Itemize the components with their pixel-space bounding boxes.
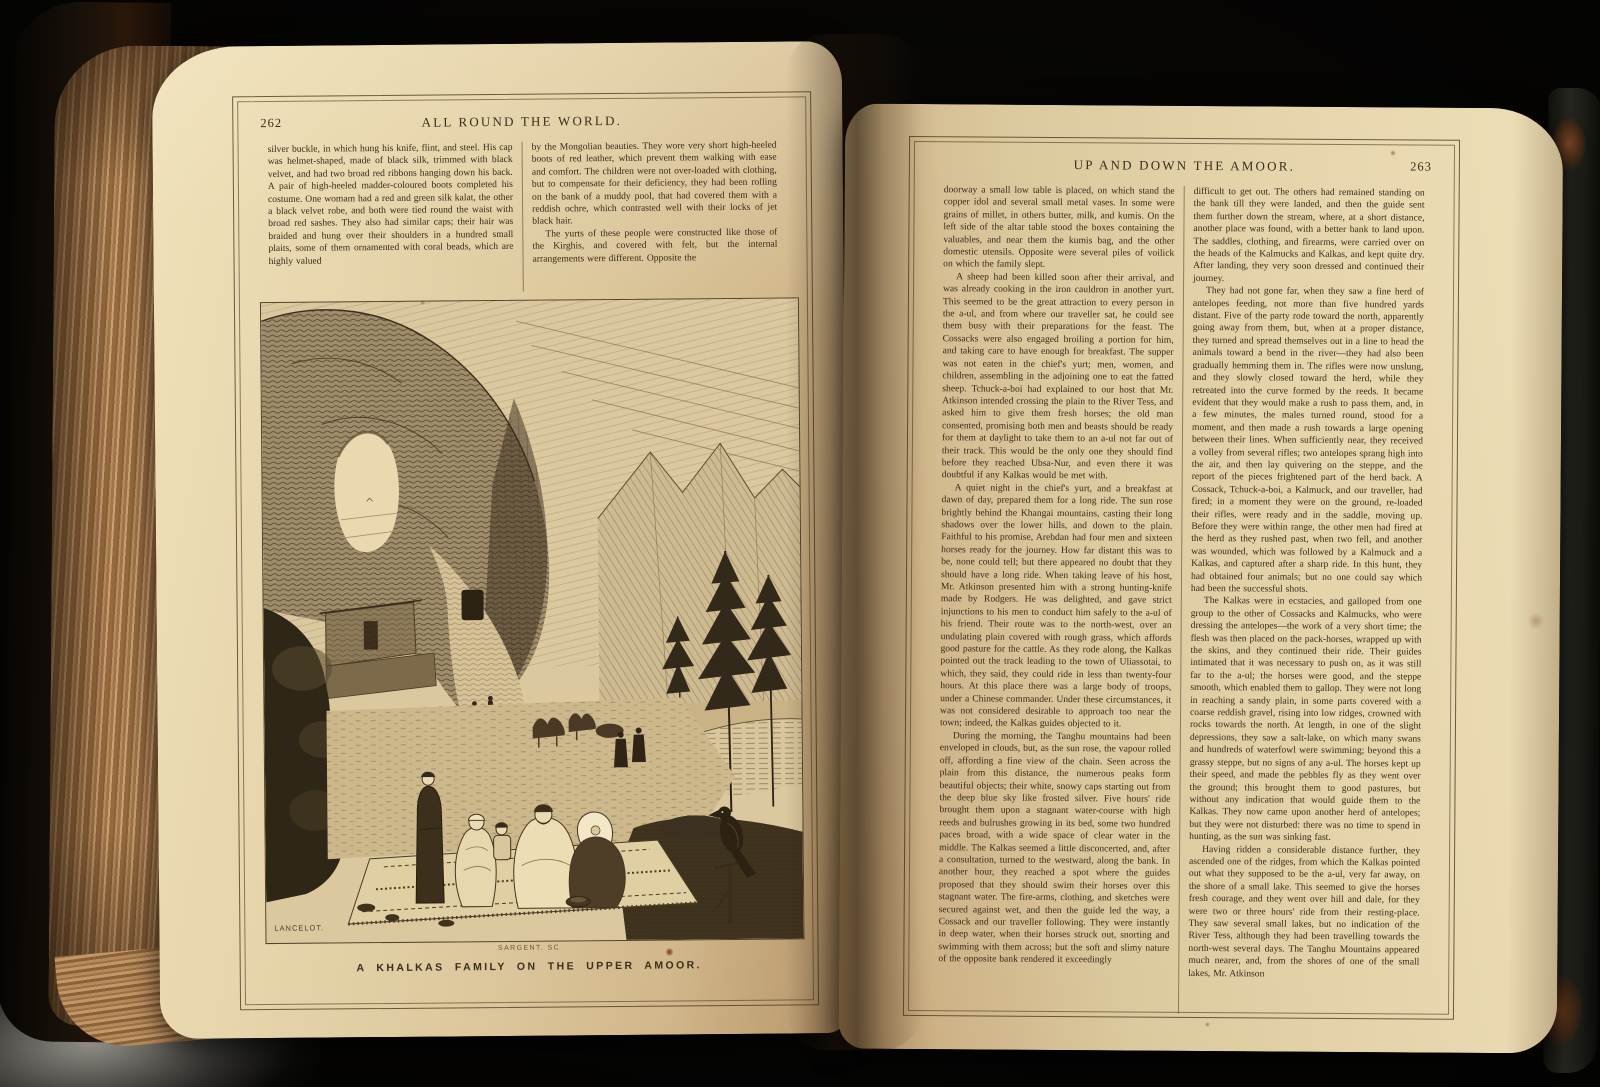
paragraph: The Kalkas were in ecstacies, and galloped from one group to the other of Cossacks and Kalmucks, who were dressing the antelopes—the work of a very short time; the flesh was then placed on the pack-horses, wrapped up with the skins, and they continued their ride. Their guides intimated that it was necessary to push on, as it was still far to the a-ul; the horses were good, and the steppe smooth, which enabled them to gallop. They were not long in reaching a sandy plain, in some parts covered with a coarse reddish gravel, rising into low ridges, crowned with rocks towards the north. At length, in one of the slight depressions, they saw a salt-lake, on which many swans and hundreds of waterfowl were swimming; beyond this a grassy steppe, but no signs of any a-ul. The horses kept up their speed, and made the pebbles fly as they went over the ground; this brought them to good pastures, but without any indication that would guide them to the Kalkas. They now came upon another herd of antelopes; but they were not disturbed: there was no time to spend in hunting, as the sun was sinking fast. (1189, 595, 1422, 844)
bowl (566, 897, 590, 907)
illustration-caption: A KHALKAS FAMILY ON THE UPPER AMOOR. (356, 959, 703, 975)
seated-family (455, 804, 626, 909)
right-page-header (935, 156, 1434, 179)
paragraph: silver buckle, in which hung his knife, flint, and steel. His cap was helmet-shaped, made of black silk, trimmed with black velvet, and had two broad red ribbons hanging down his back. A pair of high-heeled madder-coloured boots completed his costume. One womam had a red and green silk kalat, the other a black velvet robe, and both were tied round the waist with broad red sashes. They also had similar caps; their hair was braided and hung over their shoulders in a hundred small plaits, some of them ornamented with coral beads, which are highly valued (267, 141, 514, 267)
right-page (839, 104, 1564, 1054)
paragraph: difficult to get out. The others had remained standing on the bank till they were landed, and then the guide sent them further down the stream, where, at a short distance, another place was found, with a better bank to land upon. The saddles, clothing, and firearms, were carried over on the heads of the Kalmucks and Kalkas, and kept quite dry. After landing, they very soon dressed and continued their journey. (1193, 185, 1425, 284)
right-page-text (929, 184, 1434, 1015)
paragraph: doorway a small low table is placed, on which stand the copper idol and several small metal vases. In some were grains of millet, in others butter, milk, and kumis. On the left side of the altar table stood the boxes containing the valuables, and near them the kumis bag, and the other domestic utensils. Opposite were several piles of voilick on which the family slept. (943, 184, 1175, 271)
running-header: ALL ROUND THE WORLD. (421, 112, 623, 130)
engraver-signature: SARGENT. SC (497, 944, 561, 953)
left-page-header (258, 112, 785, 137)
text-column (1178, 186, 1434, 1016)
engraving-khalkas-family (260, 297, 805, 944)
left-page-text (259, 140, 787, 295)
paragraph: A sheep had been killed soon after their arrival, and was already cooking in the iron cauldron in another yurt. This seemed to be the great attraction to every person in the a-ul, and from where our traveller sat, he could see them busy with their preparations for the feast. The Cossacks were also engaged broiling a portion for him, and taking care to have enough for breakfast. The supper was not eaten in the chief's yurt; men, women, and children, assembling in the adjoining one to eat the fatted sheep. Tchuck-a-boi had explained to our host that Mr. Atkinson intended crossing the plain to the River Tess, and asked him to give them fresh horses; the old man consented, promising both men and beasts should be ready for them at daylight to take them to an a-ul not far out of their track. This would be the only one they should find before they reached Ubsa-Nur, and even there it was doubtful if any Kalkas would be met with. (941, 271, 1175, 482)
paragraph: They had not gone far, when they saw a fine herd of antelopes feeding, not more than five hundred yards distant. Five of the party rode toward the north, apparently going away from them, but, when at a proper distance, they turned and spread themselves out in a line to head the animals toward a bend in the river—they had also been gradually hemming them in. The rifles were now unslung, and they slowly closed toward the herd, while they retreated into the curve formed by the reeds. It became evident that they would make a rush to pass them, and, in a few minutes, the males turned round, stood for a moment, and then made a rush towards a large opening between their lines. When sufficiently near, they received a volley from several rifles; two antelopes sprang high into the air, and then lay quivering on the steppe, and the report of the pieces frightened part of the herd back. A Cossack, Tchuck-a-boi, a Kalmuck, and our traveller, had fired; in a moment they were on the ground, re-loaded their rifles, were ready and in the saddle, moving up. Before they were within range, the other men had fired at the herd as they rushed past, when two fell, and another was wounded, which was followed by a Kalmuck and a Kalkas, and captured after a sharp ride. In this hunt, they had obtained four animals; but no one could say which had been the successful shots. (1190, 285, 1425, 595)
left-page (152, 41, 851, 1039)
left-page-inner-frame (237, 96, 814, 1005)
cave-window (461, 590, 483, 621)
right-page-frame (903, 136, 1460, 1020)
artist-signature: LANCELOT. (274, 923, 325, 933)
text-column (522, 140, 787, 292)
text-column (929, 184, 1184, 1014)
paragraph: The yurts of these people were constructed like those of the Kirghis, and covered with felt, but the internal arrangements were different. Opposite the (532, 226, 778, 265)
engraving-art (261, 298, 804, 943)
page-number: 262 (260, 115, 283, 131)
right-page-inner-frame (908, 141, 1455, 1015)
paragraph: A quiet night in the chief's yurt, and a breakfast at dawn of day, prepared them for a long ride. The sun rose brightly behind the Khangai mountains, casting their long shadows over the lower hills, and down to the plain. Faithful to his promise, Arebdan had four men and sixteen horses ready for the journey. How far distant this was to be, none could tell; but there appeared no doubt that they should have a long ride. When taking leave of his host, Mr. Atkinson presented him with a strong hunting-knife made by Rodgers. He was delighted, and gave strict injunctions to his men to conduct him safely to the a-ul of his friend. Their route was to the north-west, over an undulating plain covered with rough grass, which affords good pasture for the cattle. As they rode along, the Kalkas pointed out the track leading to the town of Uliassotai, to which, they said, they could ride in less than twenty-four hours. At this place there was a large body of troops, under a Chinese commander. Under these circumstances, it was not considered desirable to approach too near the town; indeed, the Kalkas guides objected to it. (939, 482, 1173, 730)
paragraph: During the morning, the Tanghu mountains had been enveloped in clouds, but, as the sun rose, the vapour rolled off, affording a fine view of the chain. Seen across the plain from this distance, the numerous peaks form beautiful objects; their white, snowy caps starting out from the deep blue sky like frosted silver. Five hours' ride brought them upon a stagnant water-course with high reeds and bulrushes growing in its bed, some two hundred paces broad, with a wide space of clear water in the middle. The Kalkas seemed a little disconcerted, and, after a consultation, turned to the westward, along the bank. In another hour, they reached a spot where the guides proposed that they should swim their horses over this stagnant water. The fire-arms, clothing, and sketches were secured against wet, and then the guide led the way, a Cossack and our traveller following. They were instantly in deep water, when their horses struck out, snorting and swimming with them across; but the soft and slimy nature of the opposite bank rendered it exceedingly (938, 730, 1171, 966)
page-number: 263 (1410, 159, 1432, 174)
running-header: UP AND DOWN THE AMOOR. (1073, 157, 1296, 174)
text-column (259, 142, 523, 294)
left-page-frame (232, 91, 819, 1010)
paragraph: by the Mongolian beauties. They wore very short high-heeled boots of red leather, which prevent them walking with ease and comfort. The children were not over-loaded with clothing, but to compensate for their deficiency, they had been rolling on the bank of a muddy pool, that had covered them with a reddish ochre, which contrasted well with their locks of jet black hair. (531, 139, 778, 228)
paragraph: Having ridden a considerable distance further, they ascended one of the ridges, from which the Kalkas pointed out what they supposed to be the a-ul, very far away, on the shore of a small lake. This seemed to give the horses fresh courage, and they went over hill and dale, for they were two or three hours' ride from their resting-place. They saw several small lakes, but no indication of the River Tess, although they had been travelling towards the north-west several days. The Tanghu Mountains appeared much nearer, and, from the shores of one of the small lakes, Mr. Atkinson (1188, 843, 1421, 980)
